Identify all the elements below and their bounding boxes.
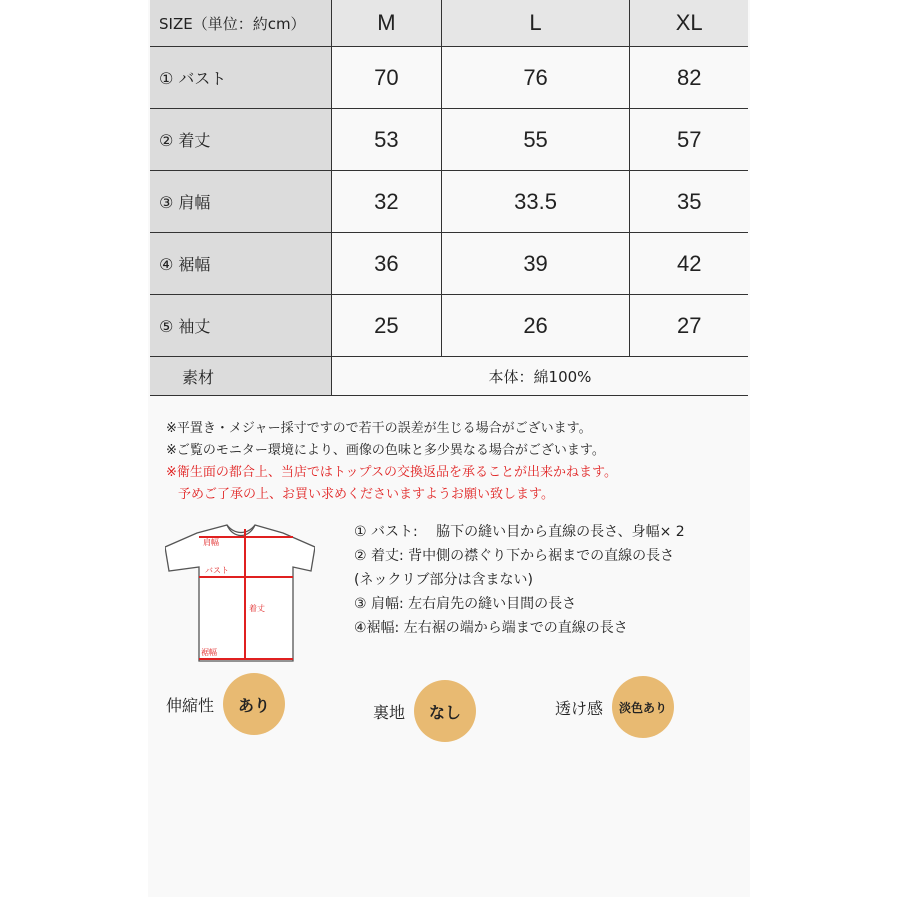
row-label: ④ 裾幅 <box>150 233 332 295</box>
legend-line: ② 着丈: 背中側の襟ぐり下から裾までの直線の長さ <box>354 548 675 564</box>
cell-value: 70 <box>332 47 442 109</box>
size-header-xl: XL <box>630 0 748 47</box>
cell-value: 42 <box>630 233 748 295</box>
cell-value: 25 <box>332 295 442 357</box>
cell-value: 35 <box>630 171 748 233</box>
table-row <box>150 171 748 233</box>
legend-line: (ネックリブ部分は含まない) <box>354 572 533 588</box>
cell-value: 26 <box>441 295 630 357</box>
attribute-label: 伸縮性 <box>166 695 215 715</box>
notes <box>166 418 617 506</box>
attribute-stretch <box>166 671 285 737</box>
legend-line: ④裾幅: 左右裾の端から端までの直線の長さ <box>354 620 628 636</box>
row-label: ⑤ 袖丈 <box>150 295 332 357</box>
size-header-m: M <box>332 0 442 47</box>
material-row <box>150 357 748 396</box>
cell-value: 36 <box>332 233 442 295</box>
attribute-badge: なし <box>414 680 476 742</box>
table-row <box>150 295 748 357</box>
row-label: ② 着丈 <box>150 109 332 171</box>
material-value: 本体：綿100% <box>332 357 749 396</box>
note-line: ※平置き・メジャー採寸ですので若干の誤差が生じる場合がございます。 <box>166 421 592 436</box>
attribute-badge: 淡色あり <box>612 676 674 738</box>
diagram-label-bust: バスト <box>205 566 229 575</box>
measurement-legend <box>354 520 685 640</box>
size-header-label: SIZE（単位：約cm） <box>150 0 332 47</box>
diagram-label-length: 着丈 <box>249 604 265 613</box>
cell-value: 39 <box>441 233 630 295</box>
row-label: ③ 肩幅 <box>150 171 332 233</box>
size-header-l: L <box>441 0 630 47</box>
cell-value: 33.5 <box>441 171 630 233</box>
cell-value: 57 <box>630 109 748 171</box>
attribute-label: 透け感 <box>555 698 604 718</box>
table-row <box>150 109 748 171</box>
note-warning: ※衛生面の都合上、当店ではトップスの交換返品を承ることが出来かねます。 <box>166 465 617 480</box>
legend-line: ③ 肩幅: 左右肩先の縫い目間の長さ <box>354 596 577 612</box>
cell-value: 27 <box>630 295 748 357</box>
attribute-lining <box>373 678 476 744</box>
attribute-sheer <box>555 674 674 740</box>
attribute-label: 裏地 <box>373 702 406 722</box>
cell-value: 53 <box>332 109 442 171</box>
cell-value: 82 <box>630 47 748 109</box>
cell-value: 76 <box>441 47 630 109</box>
diagram-label-hem: 裾幅 <box>201 648 217 657</box>
tshirt-icon <box>165 521 315 667</box>
diagram-label-shoulder: 肩幅 <box>203 538 219 547</box>
table-row <box>150 233 748 295</box>
row-label: ① バスト <box>150 47 332 109</box>
cell-value: 32 <box>332 171 442 233</box>
legend-line: ① バスト: 脇下の縫い目から直線の長さ、身幅× 2 <box>354 524 685 540</box>
tshirt-diagram <box>165 521 315 667</box>
size-table-header <box>150 0 748 47</box>
material-label: 素材 <box>150 357 332 396</box>
note-warning: 予めご了承の上、お買い求めくださいますようお願い致します。 <box>178 487 554 502</box>
table-row <box>150 47 748 109</box>
attribute-badge: あり <box>223 673 285 735</box>
cell-value: 55 <box>441 109 630 171</box>
note-line: ※ご覧のモニター環境により、画像の色味と多少異なる場合がございます。 <box>166 443 605 458</box>
size-table <box>150 0 748 396</box>
